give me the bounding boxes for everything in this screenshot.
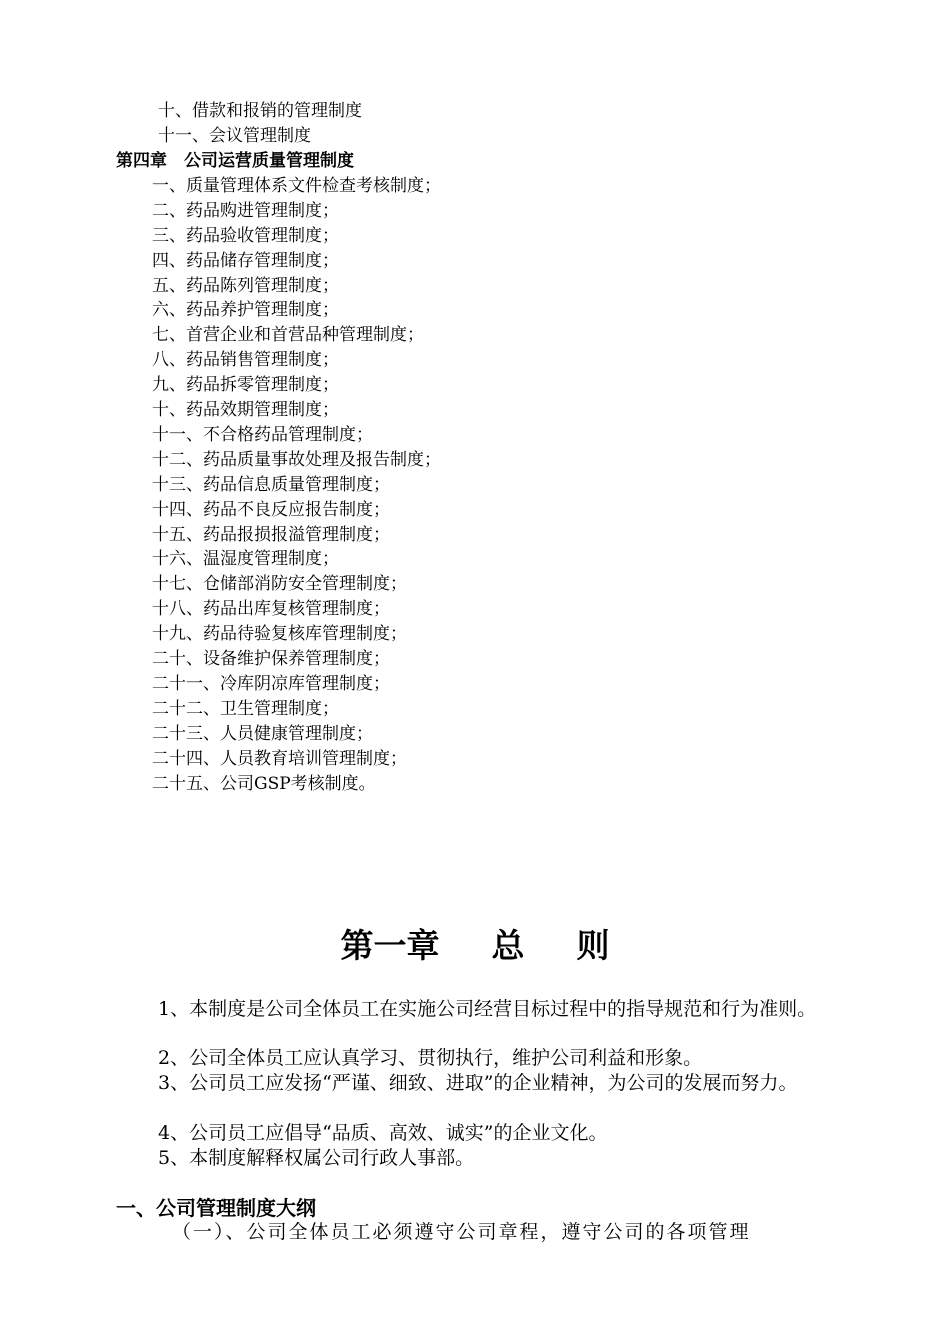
toc-item: 十六、温湿度管理制度； [152, 549, 339, 569]
toc-item: 七、首营企业和首营品种管理制度； [152, 325, 424, 345]
toc-item: 四、药品储存管理制度； [152, 251, 339, 271]
toc-item: 二、药品购进管理制度； [152, 201, 339, 221]
body-paragraph: 2、公司全体员工应认真学习、贯彻执行，维护公司利益和形象。 [158, 1047, 703, 1069]
toc-item: 十一、不合格药品管理制度； [152, 425, 373, 445]
toc-item: 二十二、卫生管理制度； [152, 699, 339, 719]
toc-item: 十、药品效期管理制度； [152, 400, 339, 420]
toc-item: 十五、药品报损报溢管理制度； [152, 525, 390, 545]
toc-item: 十、借款和报销的管理制度 [158, 101, 362, 121]
toc-item: 一、质量管理体系文件检查考核制度； [152, 176, 441, 196]
toc-item: 八、药品销售管理制度； [152, 350, 339, 370]
toc-item: 二十一、冷库阴凉库管理制度； [152, 674, 390, 694]
section-heading: 一、公司管理制度大纲 [116, 1196, 316, 1220]
chapter-title [0, 922, 950, 970]
body-paragraph: （一）、公司全体员工必须遵守公司章程，遵守公司的各项管理 [172, 1221, 751, 1243]
chapter-title-number: 第一章 [340, 926, 440, 965]
toc-chapter-heading: 第四章 公司运营质量管理制度 [116, 151, 354, 171]
body-paragraph: 1、本制度是公司全体员工在实施公司经营目标过程中的指导规范和行为准则。 [158, 998, 817, 1020]
toc-item: 二十三、人员健康管理制度； [152, 724, 373, 744]
toc-item: 三、药品验收管理制度； [152, 226, 339, 246]
toc-item: 二十五、公司GSP考核制度。 [152, 774, 376, 794]
body-paragraph: 3、公司员工应发扬“严谨、细致、进取”的企业精神，为公司的发展而努力。 [158, 1072, 798, 1094]
toc-item: 十九、药品待验复核库管理制度； [152, 624, 407, 644]
toc-item: 十三、药品信息质量管理制度； [152, 475, 390, 495]
chapter-title-word-1: 总 [491, 926, 525, 965]
chapter-title-word-2: 则 [576, 926, 610, 965]
toc-item: 十八、药品出库复核管理制度； [152, 599, 390, 619]
toc-item: 五、药品陈列管理制度； [152, 276, 339, 296]
toc-item: 九、药品拆零管理制度； [152, 375, 339, 395]
toc-item: 十二、药品质量事故处理及报告制度； [152, 450, 441, 470]
body-paragraph: 5、本制度解释权属公司行政人事部。 [158, 1147, 475, 1169]
toc-item: 二十、设备维护保养管理制度； [152, 649, 390, 669]
toc-item: 十四、药品不良反应报告制度； [152, 500, 390, 520]
toc-item: 六、药品养护管理制度； [152, 300, 339, 320]
toc-item: 十一、会议管理制度 [158, 126, 311, 146]
toc-item: 二十四、人员教育培训管理制度； [152, 749, 407, 769]
body-paragraph: 4、公司员工应倡导“品质、高效、诚实”的企业文化。 [158, 1122, 608, 1144]
toc-item: 十七、仓储部消防安全管理制度； [152, 574, 407, 594]
